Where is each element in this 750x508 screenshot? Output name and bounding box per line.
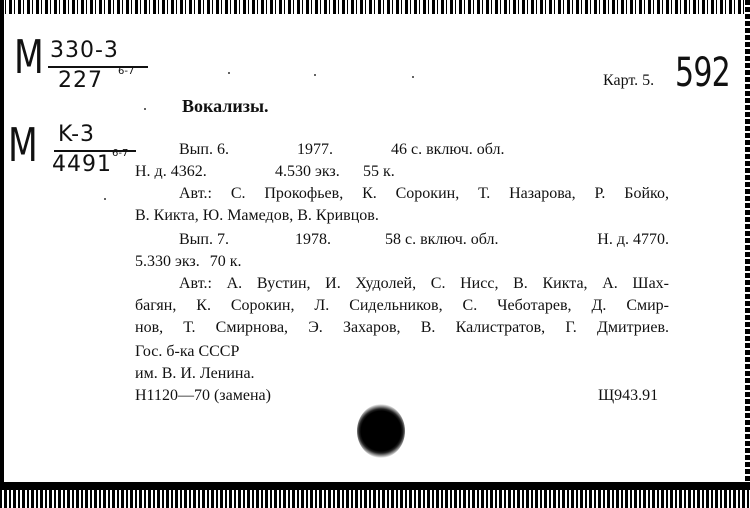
scan-border-top xyxy=(0,0,750,14)
handwritten-letter: M xyxy=(8,118,37,172)
issue-number: Вып. 7. xyxy=(179,231,229,248)
handwritten-card-number: 592 xyxy=(675,50,731,96)
handwritten-superscript: 6-7 xyxy=(118,66,135,77)
handwritten-top-number: 330-3 xyxy=(50,38,119,63)
handwritten-bottom-number: 227 xyxy=(58,68,103,93)
ink-speck xyxy=(144,108,146,110)
authors-line: Авт.: С. Прокофьев, К. Сорокин, Т. Назарова, Р. Бойко, xyxy=(179,185,669,202)
library-name: им. В. И. Ленина. xyxy=(135,365,255,382)
authors-line: багян, К. Сорокин, Л. Сидельников, С. Чеботарев, Д. Смир- xyxy=(135,297,669,314)
handwritten-letter: M xyxy=(14,30,43,84)
punch-hole xyxy=(357,404,405,458)
issue-year: 1978. xyxy=(295,231,331,248)
authors-line: В. Кикта, Ю. Мамедов, В. Кривцов. xyxy=(135,207,379,224)
handwritten-top-number: K-3 xyxy=(58,122,96,147)
ink-speck xyxy=(228,72,230,74)
handwritten-bottom-number: 4491 xyxy=(52,152,112,177)
ink-speck xyxy=(104,198,106,200)
authors-line: Авт.: А. Вустин, И. Худолей, С. Нисс, В. Кикта, А. Шах- xyxy=(179,275,669,292)
issue-pages: 46 с. включ. обл. xyxy=(391,141,505,158)
nd-number: Н. д. 4770. xyxy=(597,231,669,248)
price: 70 к. xyxy=(209,253,242,270)
issue-line xyxy=(179,230,669,250)
ink-speck xyxy=(412,76,414,78)
print-run: 4.530 экз. xyxy=(275,163,340,180)
issue-year: 1977. xyxy=(297,141,333,158)
issue-pages: 58 с. включ. обл. xyxy=(385,231,499,248)
scan-border-right xyxy=(745,0,750,508)
issue-line xyxy=(179,140,505,160)
library-name: Гос. б-ка СССР xyxy=(135,343,240,360)
handwritten-superscript: 6-7 xyxy=(112,148,129,159)
entry-title: Вокализы. xyxy=(182,96,269,116)
print-run: 5.330 экз. xyxy=(135,253,200,270)
issue-number: Вып. 6. xyxy=(179,141,229,158)
nd-number: Н. д. 4362. xyxy=(135,163,207,180)
print-info-line xyxy=(135,252,242,272)
print-info-line xyxy=(135,162,395,182)
ink-speck xyxy=(314,74,316,76)
card-order-code: Щ943.91 xyxy=(598,387,659,404)
authors-line: нов, Т. Смирнова, Э. Захаров, В. Калистратов, Г. Дмитриев. xyxy=(135,319,669,336)
card-form-code: Н1120—70 (замена) xyxy=(135,387,271,404)
price: 55 к. xyxy=(363,163,395,180)
card-label: Карт. 5. xyxy=(603,72,655,89)
scan-border-bottom xyxy=(0,482,750,508)
